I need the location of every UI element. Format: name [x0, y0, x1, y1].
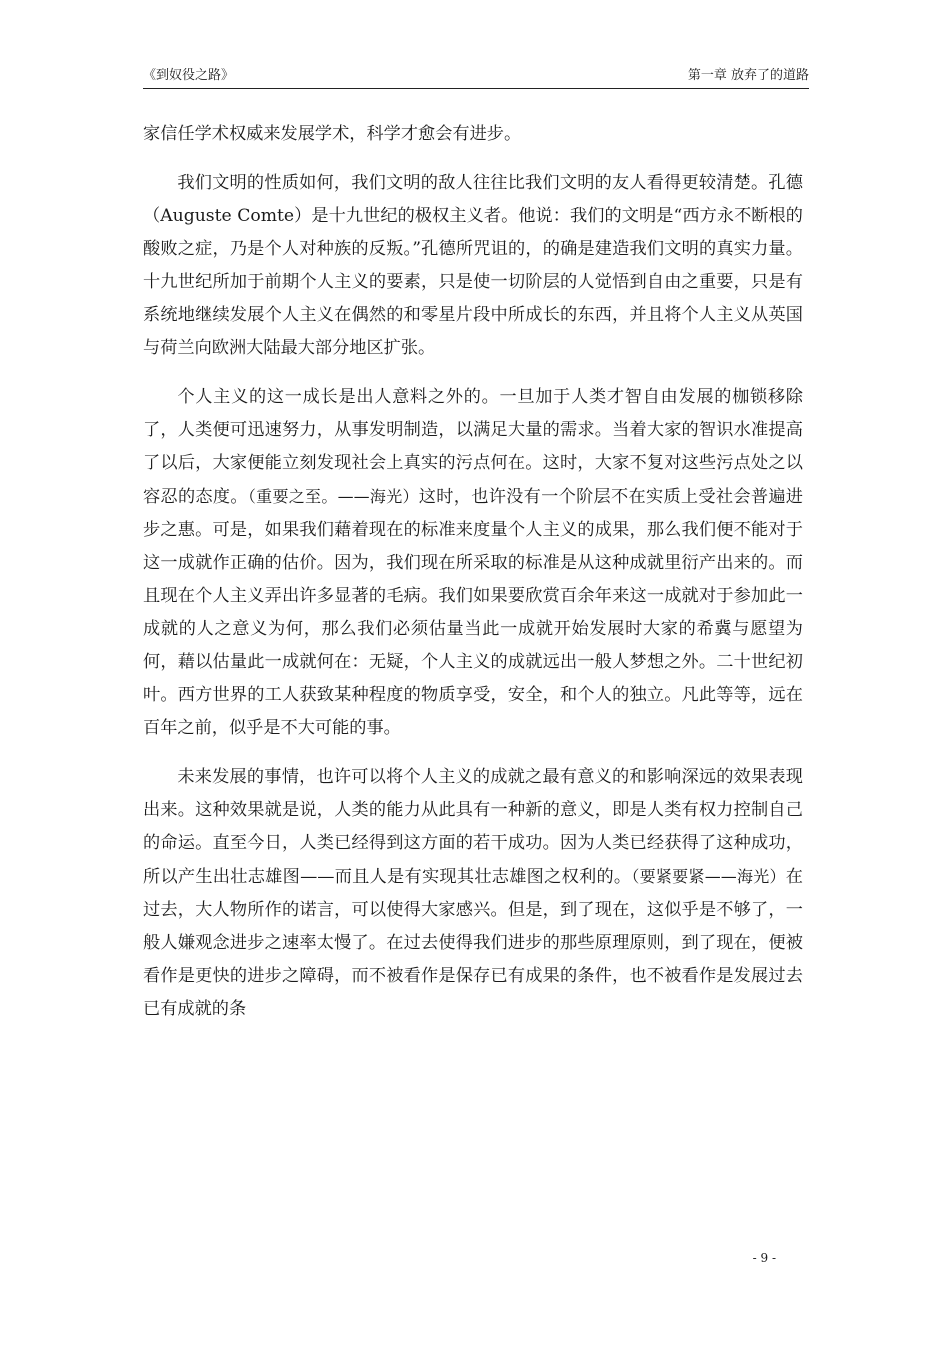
- editor-note: （要紧要紧——海光）: [631, 867, 786, 886]
- paragraph-text: 未来发展的事情，也许可以将个人主义的成就之最有意义的和影响深远的效果表现出来。这种效果就是说，人类的能力从此具有一种新的意义，即是人类有权力控制自己的命运。直至今日，人类已经得到这方面的若干成功。因为人类已经获得了这种成功，所以产生出壮志雄图——而且人是有实现其壮志雄图之权利的。: [143, 767, 803, 887]
- paragraph-future-development: [143, 761, 803, 1026]
- paragraph-text: 这时，也许没有一个阶层不在实质上受社会普遍进步之惠。可是，如果我们藉着现在的标准来度量个人主义的成果，那么我们便不能对于这一成就作正确的估价。因为，我们现在所采取的标准是从这种成就里衍产出来的。而且现在个人主义弄出许多显著的毛病。我们如果要欣赏百余年来这一成就对于参加此一成就的人之意义为何，那么我们必须估量当此一成就开始发展时大家的希冀与愿望为何，藉以估量此一成就何在：无疑，个人主义的成就远出一般人梦想之外。二十世纪初叶。西方世界的工人获致某种程度的物质享受，安全，和个人的独立。凡此等等，远在百年之前，似乎是不大可能的事。: [143, 487, 803, 738]
- editor-note: （重要之至。——海光）: [247, 487, 419, 506]
- running-header: [143, 66, 809, 89]
- paragraph-text: 家信任学术权威来发展学术，科学才愈会有进步。: [143, 124, 522, 144]
- body-text: [143, 118, 803, 1042]
- paragraph-text: 在过去，大人物所作的诺言，可以使得大家感兴。但是，到了现在，这似乎是不够了，一般人嫌观念进步之速率太慢了。在过去使得我们进步的那些原理原则，到了现在，便被看作是更快的进步之障碍，而不被看作是保存已有成果的条件，也不被看作是发展过去已有成就的条: [143, 867, 803, 1019]
- paragraph-text: 个人主义的这一成长是出人意料之外的。一旦加于人类才智自由发展的枷锁移除了，人类便可迅速努力，从事发明制造，以满足大量的需求。当着大家的智识水准提高了以后，大家便能立刻发现社会上真实的污点何在。这时，大家不复对这些污点处之以容忍的态度。: [143, 387, 803, 507]
- paragraph-growth-of-individualism: [143, 381, 803, 745]
- header-book-title: 《到奴役之路》: [143, 68, 235, 83]
- page-number: - 9 -: [752, 1251, 776, 1265]
- paragraph-continued: [143, 118, 803, 151]
- paragraph-civilization: [143, 167, 803, 365]
- header-chapter-title: 第一章 放弃了的道路: [687, 68, 809, 83]
- paragraph-text: 我们文明的性质如何，我们文明的敌人往往比我们文明的友人看得更较清楚。孔德（Auguste Comte）是十九世纪的极权主义者。他说：我们的文明是“西方永不断根的酸败之症，乃是个人对种族的反叛。”孔德所咒诅的，的确是建造我们文明的真实力量。十九世纪所加于前期个人主义的要素，只是使一切阶层的人觉悟到自由之重要，只是有系统地继续发展个人主义在偶然的和零星片段中所成长的东西，并且将个人主义从英国与荷兰向欧洲大陆最大部分地区扩张。: [143, 173, 803, 358]
